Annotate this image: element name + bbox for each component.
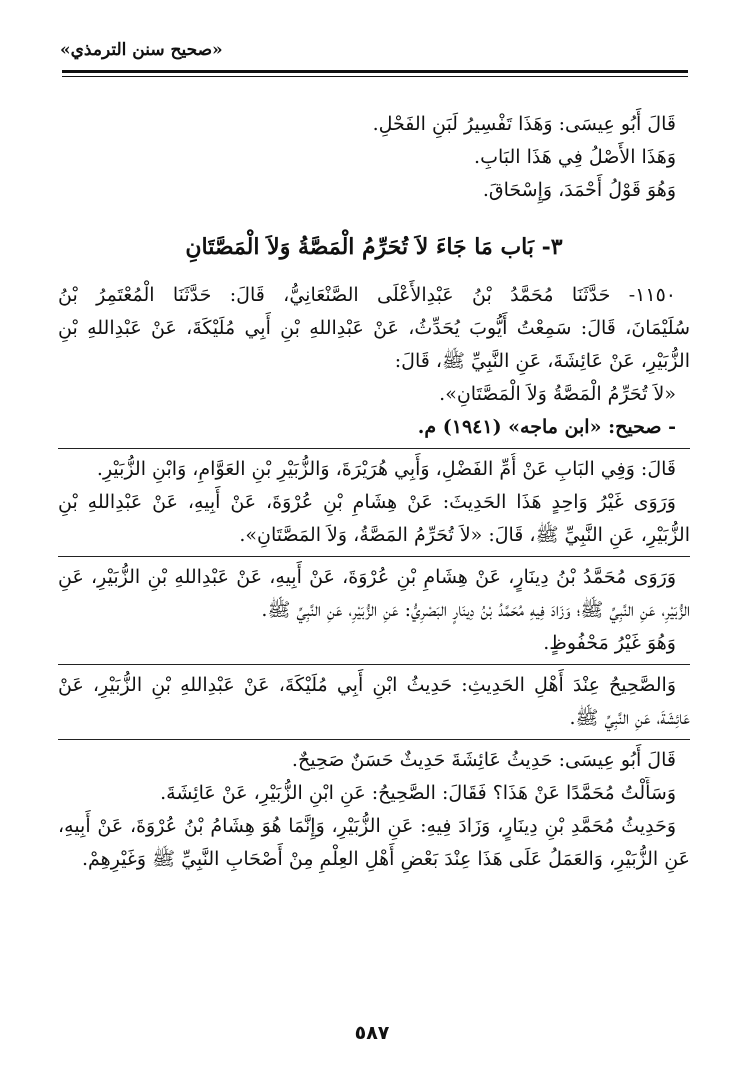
commentary-line: الزُّبَيْرِ، عَنِ النَّبِيِّ ﷺ؛ وَزَادَ فِيهِ مُحَمَّدُ بْنُ دِينَارٍ البَصْرِيُّ: عَنِ الزُّبَيْرِ، عَنِ النَّبِيِّ ﷺ. bbox=[261, 599, 690, 621]
header-rule-thick bbox=[62, 70, 688, 73]
commentary-line: وَحَدِيثُ مُحَمَّدِ بْنِ دِينَارٍ، وَزَادَ فِيهِ: عَنِ الزُّبَيْرِ، وَإِنَّمَا هُوَ هِشَامُ بْنُ عُرْوَةَ، عَنْ أَبِيهِ، bbox=[58, 815, 676, 837]
text-line: وَهُوَ قَوْلُ أَحْمَدَ، وَإِسْحَاقَ. bbox=[482, 179, 676, 201]
text-line: وَهَذَا الأَصْلُ فِي هَذَا البَابِ. bbox=[474, 146, 676, 168]
commentary-line: عَائِشَةَ، عَنِ النَّبِيِّ ﷺ. bbox=[569, 707, 690, 729]
hadith-line: الزُّبَيْرِ، عَنْ عَائِشَةَ، عَنِ النَّبِيِّ ﷺ، قَالَ: bbox=[394, 350, 690, 372]
page-number: ٥٨٧ bbox=[354, 1022, 390, 1044]
chapter-heading: ٣- بَاب مَا جَاءَ لاَ تُحَرِّمُ الْمَصَّةُ وَلاَ الْمَصَّتَانِ bbox=[185, 234, 563, 260]
section-divider bbox=[58, 448, 690, 449]
commentary-line: وَرَوَى مُحَمَّدُ بْنُ دِينَارٍ، عَنْ هِشَامِ بْنِ عُرْوَةَ، عَنْ أَبِيهِ، عَنْ عَبْدِاللهِ بْنِ الزُّبَيْرِ، عَنِ bbox=[58, 566, 676, 588]
commentary-line: وَرَوَى غَيْرُ وَاحِدٍ هَذَا الحَدِيثَ: عَنْ هِشَامِ بْنِ عُرْوَةَ، عَنْ أَبِيهِ، عَنْ عَبْدِاللهِ بْنِ bbox=[58, 491, 676, 513]
page-body bbox=[58, 108, 690, 876]
running-head-title: «صحيح سنن الترمذي» bbox=[60, 40, 223, 60]
header-rule-thin bbox=[62, 76, 688, 77]
commentary-line: قَالَ: وَفِي البَابِ عَنْ أُمِّ الفَضْلِ، وَأَبِي هُرَيْرَةَ، وَالزُّبَيْرِ بْنِ العَوَّامِ، وَابْنِ الزُّبَيْرِ. bbox=[96, 458, 676, 480]
hadith-grade: - صحيح: «ابن ماجه» (١٩٤١) م. bbox=[417, 416, 676, 438]
text-line: قَالَ أَبُو عِيسَى: وَهَذَا تَفْسِيرُ لَبَنِ الفَحْلِ. bbox=[372, 113, 676, 135]
hadith-line: سُلَيْمَانَ، قَالَ: سَمِعْتُ أَيُّوبَ يُحَدِّثُ، عَنْ عَبْدِاللهِ بْنِ أَبِي مُلَيْكَةَ، عَنْ عَبْدِاللهِ بْنِ bbox=[58, 317, 690, 339]
commentary-line: وَسَأَلْتُ مُحَمَّدًا عَنْ هَذَا؟ فَقَالَ: الصَّحِيحُ: عَنِ ابْنِ الزُّبَيْرِ، عَنْ عَائِشَةَ. bbox=[160, 782, 676, 804]
commentary-line: وَالصَّحِيحُ عِنْدَ أَهْلِ الحَدِيثِ: حَدِيثُ ابْنِ أَبِي مُلَيْكَةَ، عَنْ عَبْدِاللهِ بْنِ الزُّبَيْرِ، عَنْ bbox=[58, 674, 676, 696]
commentary-line: الزُّبَيْرِ، عَنِ النَّبِيِّ ﷺ، قَالَ: «لاَ تُحَرِّمُ المَصَّةُ، وَلاَ المَصَّتَانِ». bbox=[239, 524, 690, 546]
hadith-matn: «لاَ تُحَرِّمُ الْمَصَّةُ وَلاَ الْمَصَّتَانِ». bbox=[439, 383, 676, 405]
hadith-line: ١١٥٠- حَدَّثَنَا مُحَمَّدُ بْنُ عَبْدِالأَعْلَى الصَّنْعَانِيُّ، قَالَ: حَدَّثَنَا الْمُعْتَمِرُ بْنُ bbox=[58, 284, 676, 306]
commentary-line: قَالَ أَبُو عِيسَى: حَدِيثُ عَائِشَةَ حَدِيثٌ حَسَنٌ صَحِيحٌ. bbox=[291, 749, 676, 771]
commentary-line: وَهُوَ غَيْرُ مَحْفُوظٍ. bbox=[543, 632, 676, 654]
commentary-line: عَنِ الزُّبَيْرِ، وَالعَمَلُ عَلَى هَذَا عِنْدَ بَعْضِ أَهْلِ العِلْمِ مِنْ أَصْحَابِ النَّبِيِّ ﷺ وَغَيْرِهِمْ. bbox=[82, 848, 690, 870]
section-divider bbox=[58, 739, 690, 740]
section-divider bbox=[58, 664, 690, 665]
section-divider bbox=[58, 556, 690, 557]
